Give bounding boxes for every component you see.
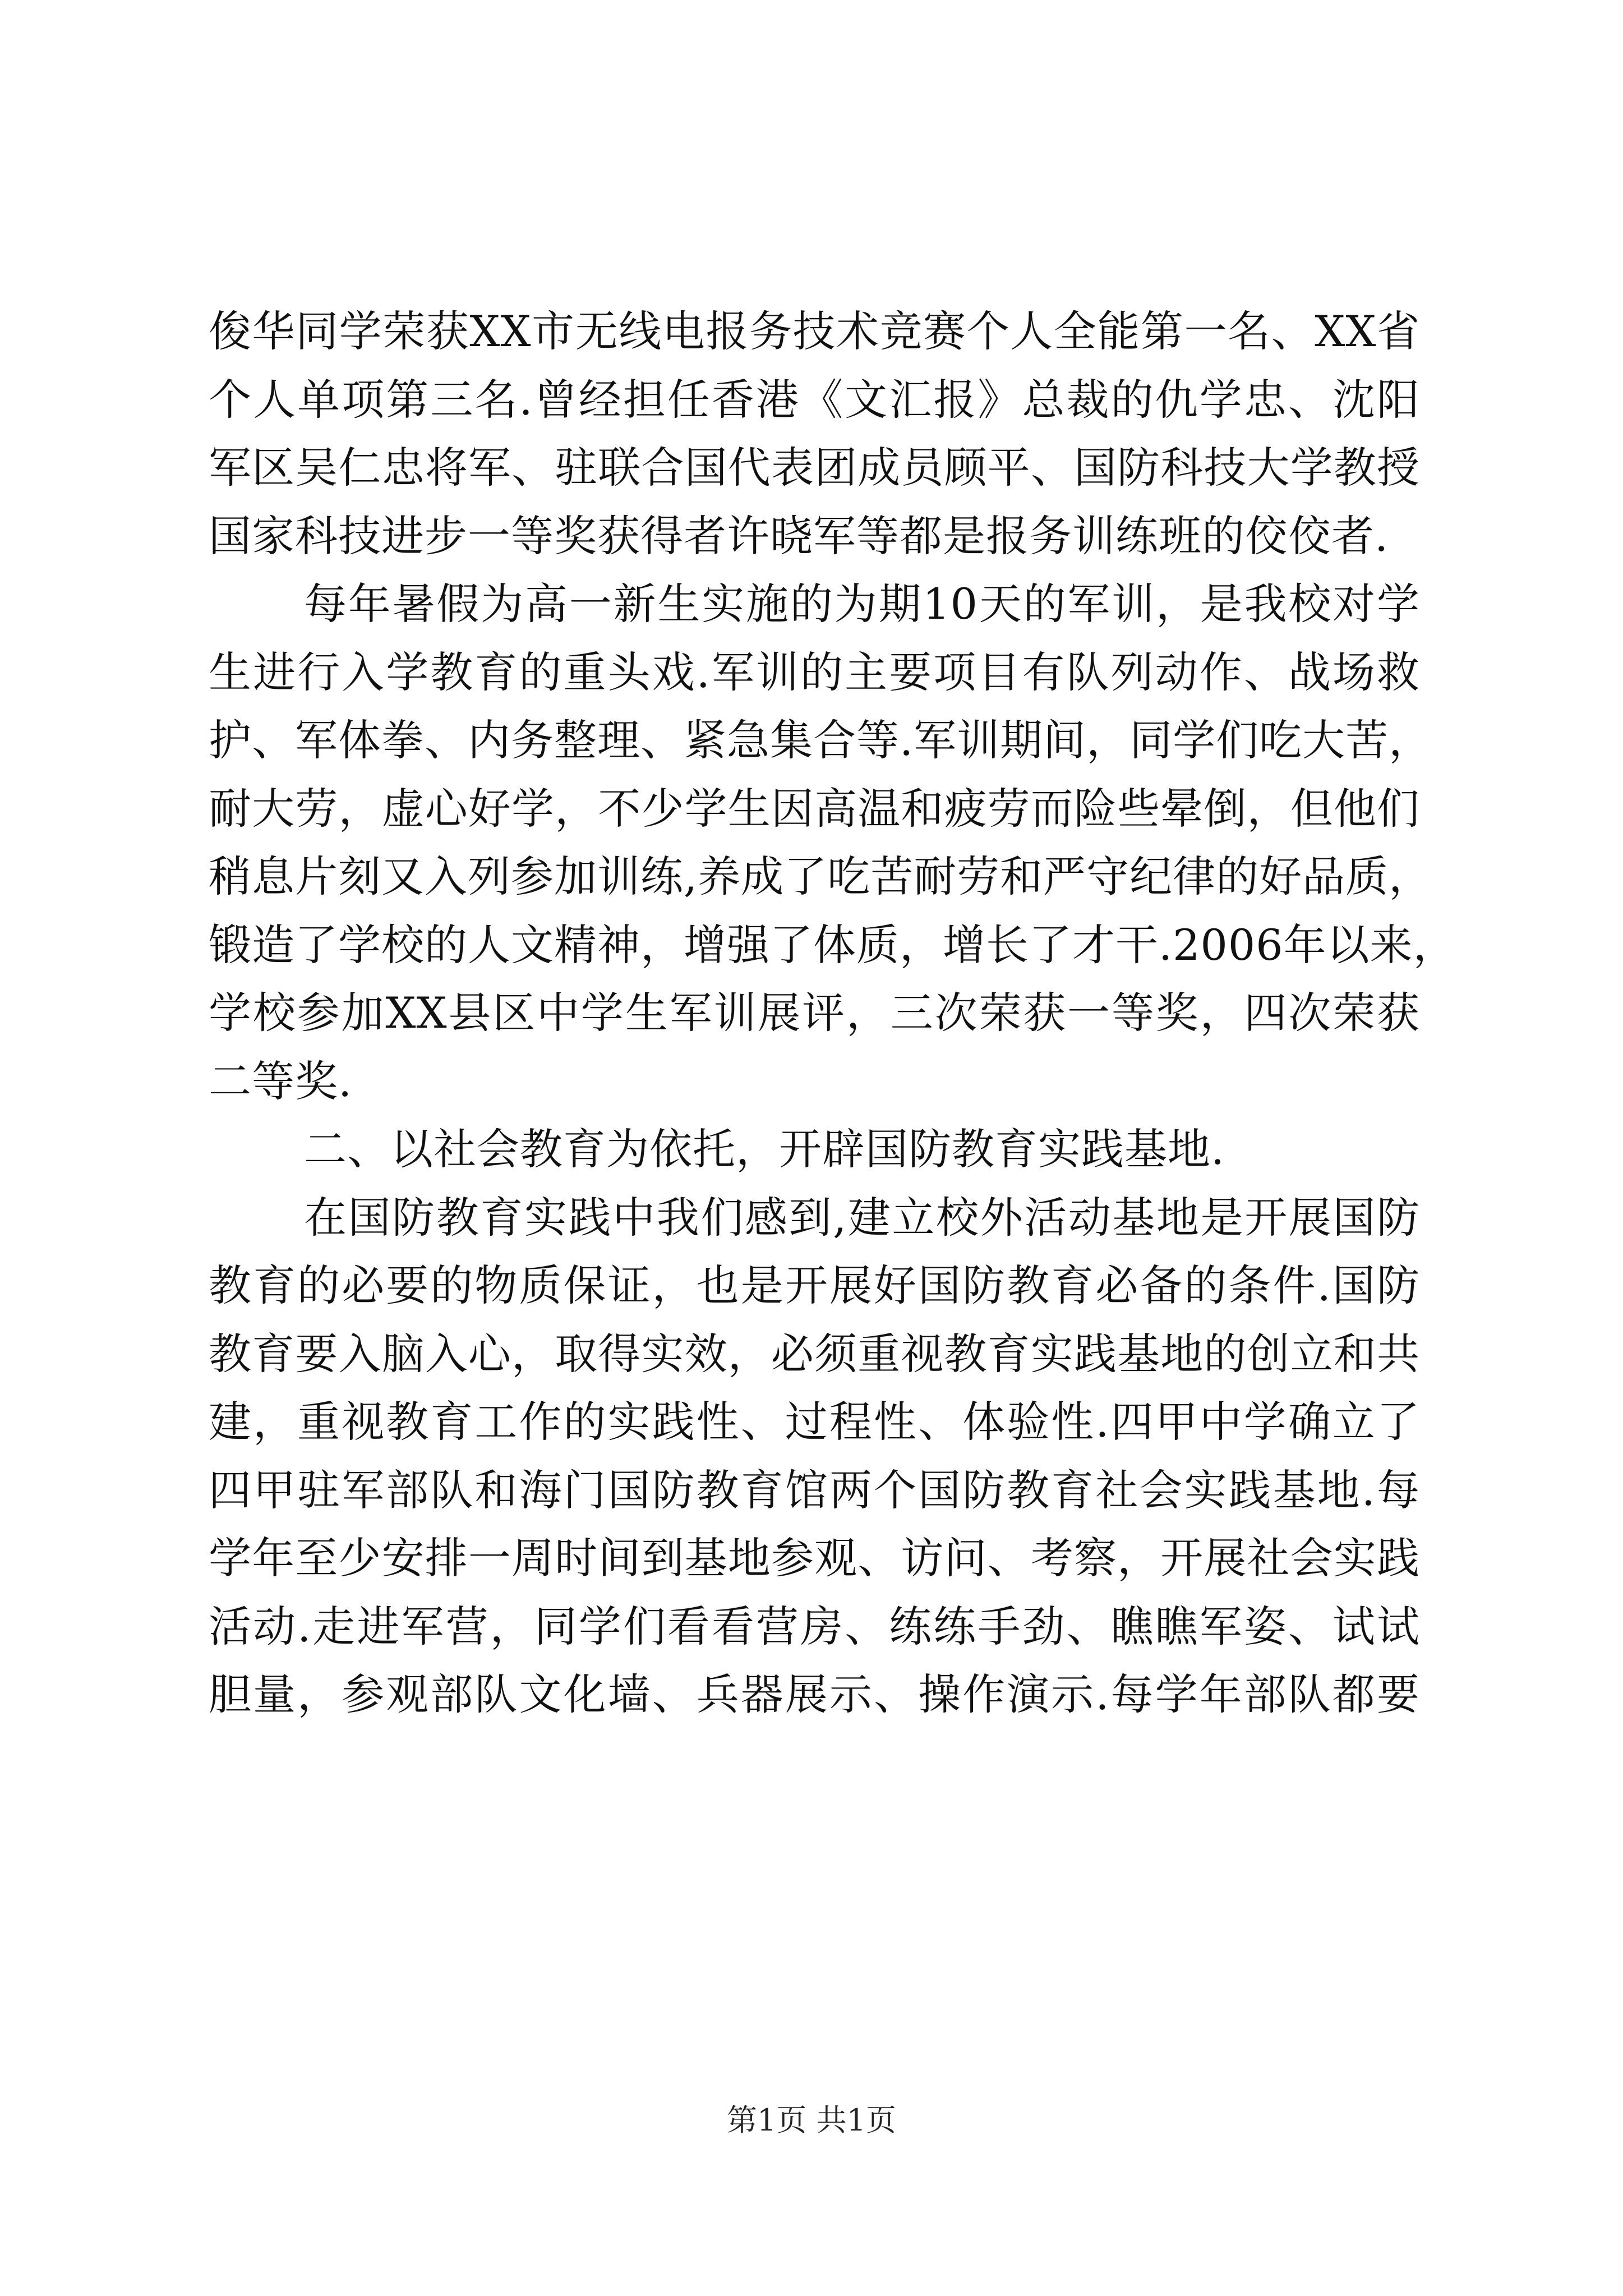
text-line: 在国防教育实践中我们感到,建立校外活动基地是开展国防 [304, 1192, 1420, 1243]
text-line: 耐大劳，虚心好学，不少学生因高温和疲劳而险些晕倒，但他们 [209, 783, 1420, 834]
text-line: 锻造了学校的人文精神，增强了体质，增长了才干.2006年以来， [209, 919, 1456, 970]
text-line: 护、军体拳、内务整理、紧急集合等.军训期间，同学们吃大苦， [209, 715, 1432, 765]
paragraph-2 [209, 570, 1456, 1115]
text-line: 建，重视教育工作的实践性、过程性、体验性.四甲中学确立了 [209, 1397, 1420, 1447]
page-footer: 第1页 共1页 [727, 2102, 896, 2138]
text-line: 生进行入学教育的重头戏.军训的主要项目有队列动作、战场救 [209, 647, 1420, 697]
text-line: 活动.走进军营，同学们看看营房、练练手劲、瞧瞧军姿、试试 [209, 1601, 1420, 1651]
text-line: 学校参加XX县区中学生军训展评，三次荣获一等奖，四次荣获 [209, 988, 1420, 1038]
section-heading [209, 1115, 1420, 1184]
text-line: 胆量，参观部队文化墙、兵器展示、操作演示.每学年部队都要 [209, 1669, 1420, 1719]
text-line: 四甲驻军部队和海门国防教育馆两个国防教育社会实践基地.每 [209, 1465, 1420, 1515]
text-line: 国家科技进步一等奖获得者许晓军等都是报务训练班的佼佼者. [209, 510, 1389, 561]
document-body [209, 297, 1456, 1729]
text-line: 教育的必要的物质保证，也是开展好国防教育必备的条件.国防 [209, 1260, 1420, 1310]
paragraph-3 [209, 1184, 1420, 1729]
text-line: 个人单项第三名.曾经担任香港《文汇报》总裁的仇学忠、沈阳 [209, 374, 1420, 425]
text-line: 稍息片刻又入列参加训练,养成了吃苦耐劳和严守纪律的好品质， [209, 852, 1432, 901]
text-line: 二、以社会教育为依托，开辟国防教育实践基地. [304, 1124, 1225, 1174]
text-line: 军区吴仁忠将军、驻联合国代表团成员顾平、国防科技大学教授 [209, 443, 1420, 493]
text-line: 学年至少安排一周时间到基地参观、访问、考察，开展社会实践 [209, 1533, 1420, 1583]
text-line: 俊华同学荣获XX市无线电报务技术竞赛个人全能第一名、XX省 [209, 306, 1420, 356]
text-line: 每年暑假为高一新生实施的为期10天的军训，是我校对学 [304, 579, 1420, 629]
paragraph-1 [209, 297, 1420, 570]
text-line: 二等奖. [209, 1056, 353, 1106]
text-line: 教育要入脑入心，取得实效，必须重视教育实践基地的创立和共 [209, 1328, 1420, 1379]
